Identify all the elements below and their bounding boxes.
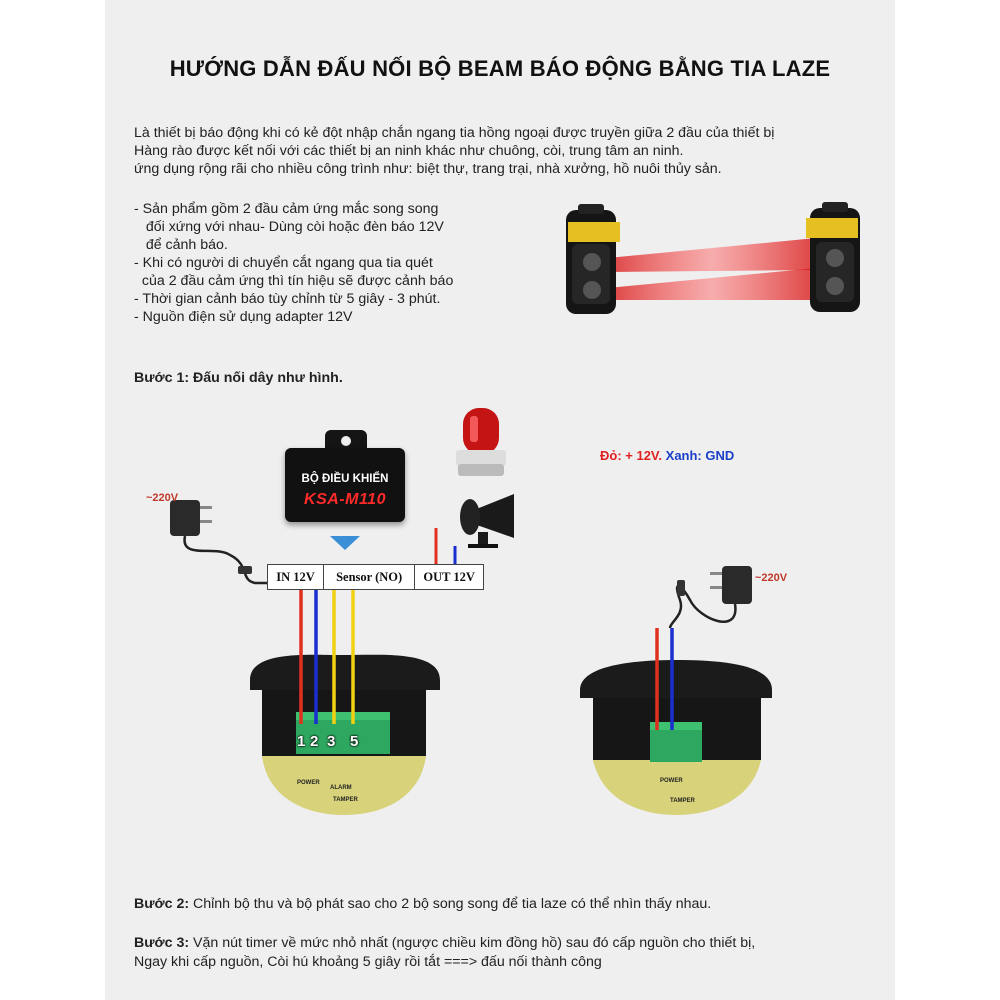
legend-blue: Xanh: GND: [662, 448, 735, 463]
controller-label: BỘ ĐIỀU KHIỂN: [301, 473, 389, 485]
intro-line: Hàng rào được kết nối với các thiết bị an ninh khác như chuông, còi, trung tâm an ninh.: [134, 143, 684, 159]
alarm-beacon-icon: [456, 408, 506, 476]
step-3-label: Bước 3:: [134, 935, 190, 951]
legend-red: Đỏ: + 12V.: [600, 448, 663, 463]
step-2-text: Chỉnh bộ thu và bộ phát sao cho 2 bộ song song để tia laze có thể nhìn thấy nhau.: [189, 896, 712, 912]
feature-line: - Khi có người di chuyển cắt ngang qua tia quét: [134, 255, 433, 271]
power-label: POWER: [297, 780, 320, 786]
step-2: [134, 896, 711, 912]
arrow-down-icon: [330, 536, 360, 550]
controller-mount-hole: [341, 436, 351, 446]
alarm-label: ALARM: [330, 785, 352, 791]
tamper-label: TAMPER: [333, 797, 358, 803]
step-3-text: Vặn nút timer về mức nhỏ nhất (ngược chiều kim đồng hồ) sau đó cấp nguồn cho thiết bị,: [189, 935, 756, 951]
step-3-line2: Ngay khi cấp nguồn, Còi hú khoảng 5 giây rồi tắt ===> đấu nối thành công: [134, 954, 602, 970]
page-title: HƯỚNG DẪN ĐẤU NỐI BỘ BEAM BÁO ĐỘNG BẰNG TIA LAZE: [169, 56, 831, 81]
right-power-adapter-icon: [670, 566, 752, 628]
left-voltage-label: ~220V: [146, 492, 179, 504]
terminal-number: 2: [310, 733, 319, 750]
strip-in: IN 12V: [268, 565, 324, 589]
feature-line: của 2 đầu cảm ứng thì tín hiệu sẽ được cảnh báo: [134, 273, 454, 289]
intro-line: ứng dụng rộng rãi cho nhiều công trình như: biệt thự, trang trại, nhà xưởng, hồ nuôi thủy sản.: [134, 161, 722, 177]
right-voltage-label: ~220V: [755, 572, 788, 584]
terminal-number: 5: [350, 733, 359, 750]
left-power-adapter-icon: [170, 500, 272, 583]
right-receiver-device: [580, 660, 772, 815]
siren-horn-icon: [460, 494, 514, 548]
power-label-right: POWER: [660, 778, 683, 784]
feature-line: đối xứng với nhau- Dùng còi hoặc đèn báo 12V: [134, 219, 444, 235]
tamper-label-right: TAMPER: [670, 798, 695, 804]
terminal-number: 1: [297, 733, 306, 750]
strip-out: OUT 12V: [423, 569, 475, 584]
step-2-label: Bước 2:: [134, 896, 190, 912]
controller-box: [285, 448, 405, 522]
step-3: [134, 934, 755, 972]
step-1: Bước 1: Đấu nối dây như hình.: [134, 370, 343, 386]
intro-line: Là thiết bị báo động khi có kẻ đột nhập chắn ngang tia hồng ngoại được truyền giữa 2 đầu của thiết bị: [134, 125, 775, 141]
terminal-strip: [267, 564, 484, 590]
feature-line: - Sản phẩm gồm 2 đầu cảm ứng mắc song song: [134, 201, 439, 217]
terminal-number: 3: [327, 733, 336, 750]
strip-sensor: Sensor (NO): [324, 565, 415, 589]
feature-line: để cảnh báo.: [134, 237, 228, 253]
controller-model: KSA-M110: [304, 491, 386, 508]
feature-line: - Nguồn điện sử dụng adapter 12V: [134, 309, 353, 325]
feature-line: - Thời gian cảnh báo tùy chỉnh từ 5 giây - 3 phút.: [134, 291, 441, 307]
